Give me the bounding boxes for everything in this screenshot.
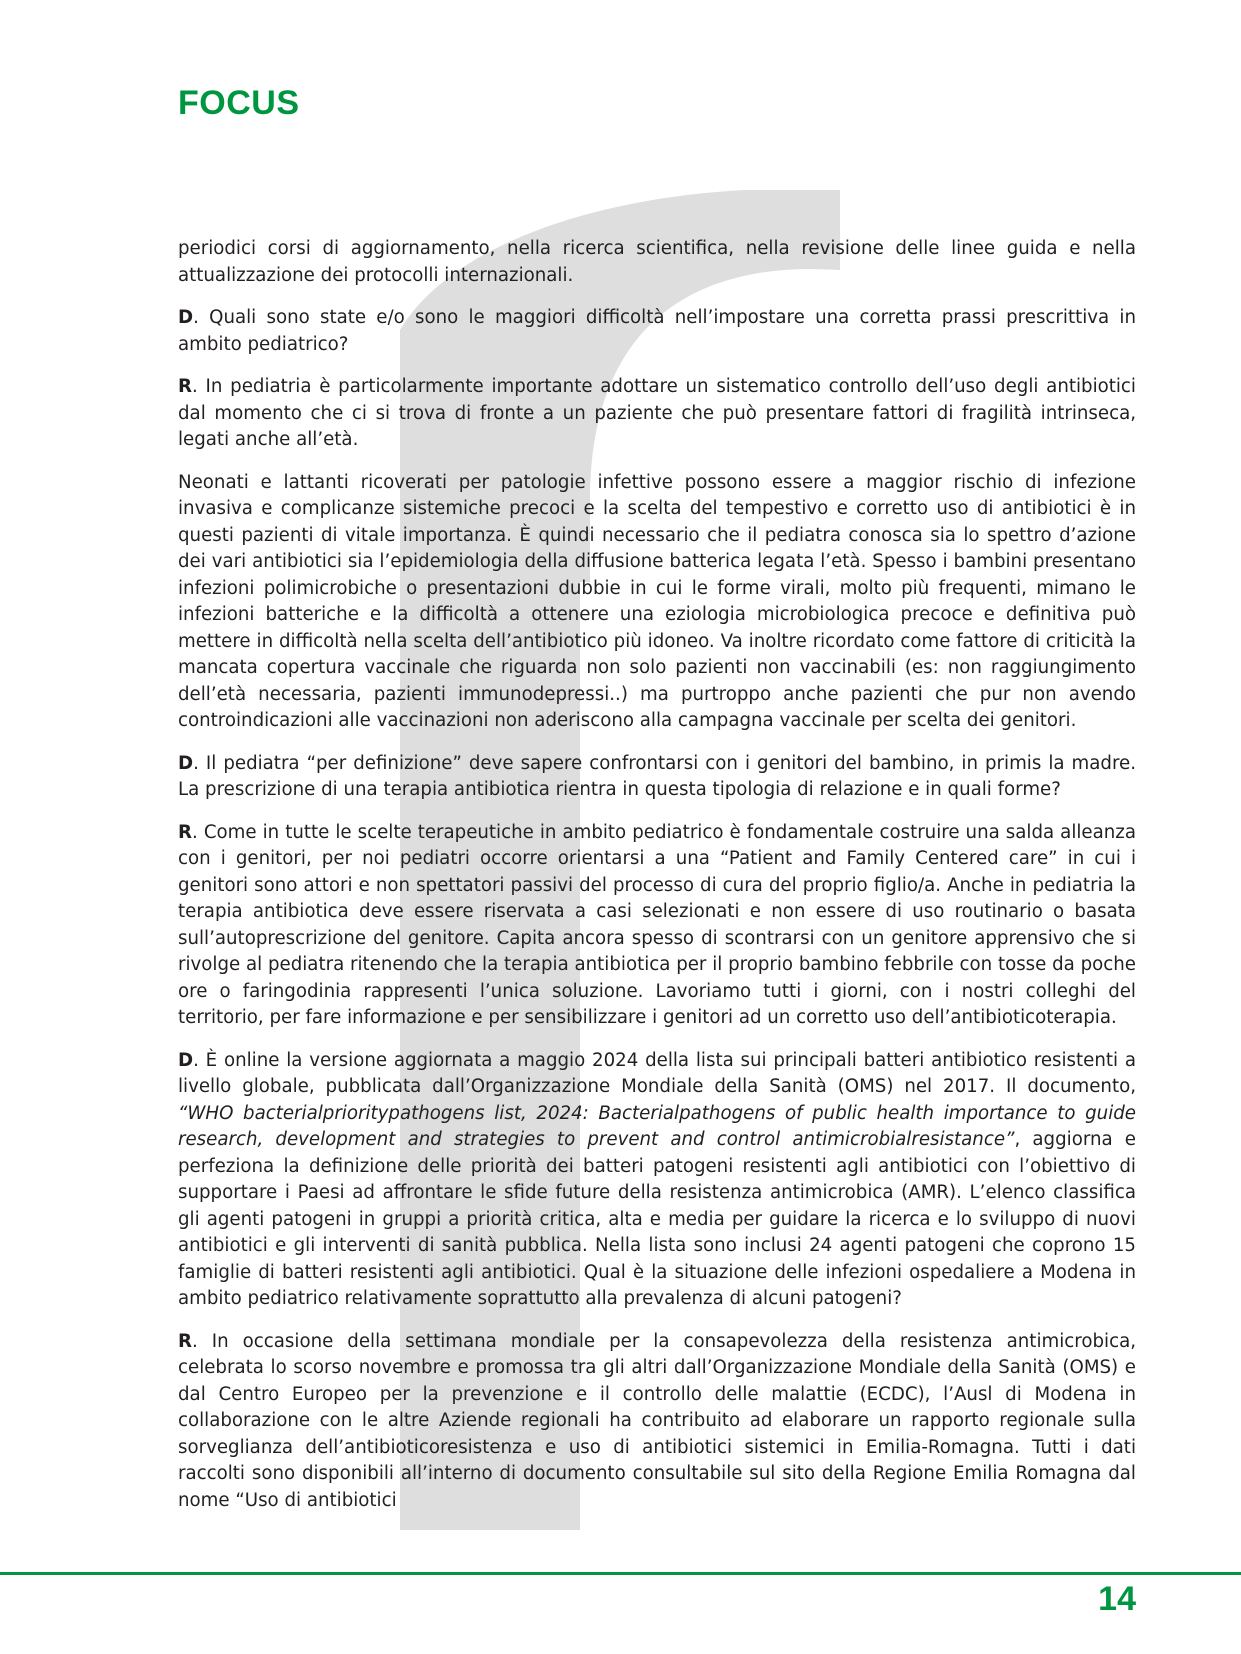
question-text: . Il pediatra “per definizione” deve sapere confrontarsi con i genitori del bambino, in primis la madre. La prescrizione di una terapia antibiotica rientra in questa tipologia di relazione e in quali forme? (178, 752, 1136, 800)
paragraph-1 (178, 236, 1136, 289)
question-marker: D (178, 752, 194, 774)
answer-text: . In occasione della settimana mondiale per la consapevolezza della resistenza antimicrobica, celebrata lo scorso novembre e promossa tra gli altri dall’Organizzazione Mondiale della Sanità (OMS) e dal Centro Europeo per la prevenzione e il controllo delle malattie (ECDC), l’Ausl di Modena in collaborazione con le altre Aziende regionali ha contribuito ad elaborare un rapporto regionale sulla sorveglianza dell’antibioticoresistenza e uso di antibiotici sistemici in Emilia-Romagna. Tutti i dati raccolti sono disponibili all’interno di documento consultabile sul sito della Regione Emilia Romagna dal nome “Uso di antibiotici (178, 1330, 1136, 1511)
question-marker: D (178, 307, 194, 328)
question-text: . È online la versione aggiornata a maggio 2024 della lista sui principali batteri antibiotico resistenti a livello globale, pubblicata dall’Organizzazione Mondiale della Sanità (OMS) nel 2017. Il documento, (178, 1049, 1136, 1097)
paragraph-2 (178, 470, 1136, 735)
answer-text: . Come in tutte le scelte terapeutiche in ambito pediatrico è fondamentale costruire una salda alleanza con i genitori, per noi pediatri occorre orientarsi a una “Patient and Family Centered care” in cui i genitori sono attori e non spettatori passivi del processo di cura del proprio figlio/a. Anche in pediatria la terapia antibiotica deve essere riservata a casi selezionati e non essere di uso routinario o basata sull’autoprescrizione del genitore. Capita ancora spesso di scontrarsi con un genitore apprensivo che si rivolge al pediatra ritenendo che la terapia antibiotica per il proprio bambino febbrile con tosse da poche ore o faringodinia rappresenti l’unica soluzione. Lavoriamo tutti i giorni, con i nostri colleghi del territorio, per fare informazione e per sensibilizzare i genitori ad un corretto uso dell’antibioticoterapia. (178, 821, 1136, 1028)
answer-1 (178, 374, 1136, 454)
answer-marker: R (178, 821, 193, 843)
document-title-italic: “WHO bacterialprioritypathogens list, 2024: Bacterialpathogens of public health importance to guide research, development and strategies to prevent and control antimicrobialresistance” (178, 1102, 1136, 1150)
answer-marker: R (178, 1330, 193, 1352)
paragraph-text: Neonati e lattanti ricoverati per patologie infettive possono essere a maggior rischio di infezione invasiva e complicanze sistemiche precoci e la scelta del tempestivo e corretto uso di antibiotici è in questi pazienti di vitale importanza. È quindi necessario che il pediatra conosca sia lo spettro d’azione dei vari antibiotici sia l’epidemiologia della diffusione batterica legata l’età. Spesso i bambini presentano infezioni polimicrobiche o presentazioni dubbie in cui le forme virali, molto più frequenti, mimano le infezioni batteriche e la difficoltà a ottenere una eziologia microbiologica precoce e definitiva può mettere in difficoltà nella scelta dell’antibiotico più idoneo. Va inoltre ricordato come fattore di criticità la mancata copertura vaccinale che riguarda non solo pazienti non vaccinabili (es: non raggiungimento dell’età necessaria, pazienti immunodepressi..) ma purtroppo anche pazienti che pur non avendo controindicazioni alle vaccinazioni non aderiscono alla campagna vaccinale per scelta dei genitori. (178, 471, 1136, 731)
question-text-continued: , aggiorna e perfeziona la definizione delle priorità dei batteri patogeni resistenti agli antibiotici con l’obiettivo di supportare i Paesi ad affrontare le sfide future della resistenza antimicrobica (AMR). L’elenco classifica gli agenti patogeni in gruppi a priorità critica, alta e media per guidare la ricerca e lo sviluppo di nuovi antibiotici e gli interventi di sanità pubblica. Nella lista sono inclusi 24 agenti patogeni che coprono 15 famiglie di batteri resistenti agli antibiotici. Qual è la situazione delle infezioni ospedaliere a Modena in ambito pediatrico relativamente soprattutto alla prevalenza di alcuni patogeni? (178, 1129, 1137, 1309)
question-1 (178, 305, 1136, 358)
answer-marker: R (178, 376, 193, 397)
footer-divider (0, 1572, 1241, 1575)
section-title: FOCUS (178, 84, 300, 122)
answer-2 (178, 820, 1136, 1032)
question-3 (178, 1048, 1136, 1313)
question-text: . Quali sono state e/o sono le maggiori difficoltà nell’impostare una corretta prassi prescrittiva in ambito pediatrico? (178, 307, 1136, 355)
article-body (178, 236, 1136, 1530)
answer-3 (178, 1329, 1136, 1515)
question-marker: D (178, 1049, 194, 1071)
paragraph-text: periodici corsi di aggiornamento, nella ricerca scientifica, nella revisione delle linee guida e nella attualizzazione dei protocolli internazionali. (178, 238, 1136, 286)
question-2 (178, 751, 1136, 804)
page-number: 14 (1098, 1580, 1136, 1618)
answer-text: . In pediatria è particolarmente importante adottare un sistematico controllo dell’uso degli antibiotici dal momento che ci si trova di fronte a un paziente che può presentare fattori di fragilità intrinseca, legati anche all’età. (178, 376, 1136, 450)
